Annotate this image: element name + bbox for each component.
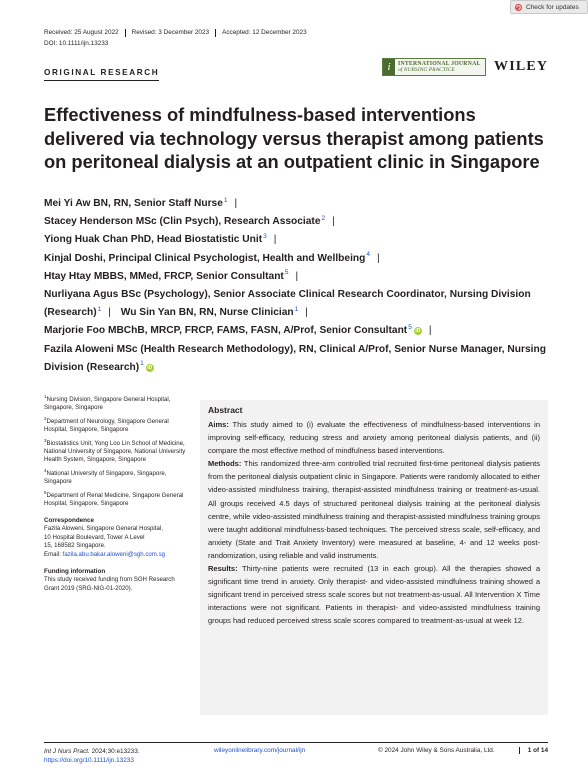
copyright: © 2024 John Wiley & Sons Australia, Ltd. (378, 747, 495, 754)
doi: DOI: 10.1111/ijn.13233 (44, 40, 109, 47)
affiliation: $^4$National University of Singapore, Singapore, Singapore (44, 467, 167, 486)
author-name: Fazila Aloweni MSc (Health Research Methodology), RN, Clinical A/Prof, Senior Nurse Manager, Nursing Division (Research) (44, 343, 546, 373)
check-for-updates-label: Check for updates (526, 3, 579, 11)
check-for-updates-button[interactable] (510, 0, 588, 14)
refresh-icon (514, 3, 523, 12)
author-name: Kinjal Doshi, Principal Clinical Psychologist, Health and Wellbeing (44, 252, 366, 264)
abstract-results: Results: Thirty-nine patients were recruited (13 in each group). All the therapies showed a significant time trend in anxiety. Only therapist- and video-assisted mindfulness training showed a significant trend in perceived stress scale scores but not treatment-as-usual. All Intervention X Time interactions were not significant. Patients in therapist- and video-assisted mindfulness training groups had reduced perceived stress scale scores compared to treatment-as-usual at week 12. (208, 564, 540, 626)
affiliation-link[interactable]: 4 (366, 251, 370, 259)
affiliation-link[interactable]: 5 (408, 324, 412, 332)
affiliation-link[interactable]: 2 (321, 214, 326, 222)
affiliation-link[interactable]: 1 (294, 305, 299, 313)
revised-date: Revised: 3 December 2023 (132, 29, 216, 37)
affiliation: $^2$Department of Neurology, Singapore General Hospital, Singapore, Singapore (44, 415, 169, 434)
doi-link[interactable]: https://doi.org/10.1111/ijn.13233 (44, 757, 134, 764)
correspondence-heading: Correspondence (44, 517, 95, 525)
author-list: Mei Yi Aw BN, RN, Senior Staff Nurse$^1$ | Stacey Henderson MSc (Clin Psych), Research Associate$^2$ | Yiong Huak Chan PhD, Head Biostatistic Unit$^3$ | Kinjal Doshi, Principal Clinical Psychologist, Health and Wellbeing$^4$ | Htay Htay MBBS, MMed, FRCP, Senior Consultant$^5$ | Nurliyana Agus BSc (Psychology), Senior Associate Clinical Research Coordinator, Nursing Division (Research)$^1$ | Wu Sin Yan BN, RN, Nurse Clinician$^1$ | Marjorie Foo MBChB, MRCP, FRCP, FAMS, FASN, A/Prof, Senior Consultant$^5$iD | Fazila Aloweni MSc (Health Research Methodology), RN, Clinical A/Prof, Senior Nurse Manager, Nursing Division (Research)$^1$iD (44, 196, 546, 373)
funding-text: This study received funding from SGH Research Grant 2019 (SRG-NIG-01-2020). (44, 576, 175, 592)
orcid-icon[interactable]: iD (415, 328, 421, 335)
orcid-icon[interactable]: iD (147, 364, 153, 371)
received-date: Received: 25 August 2022 (44, 29, 126, 37)
affiliation: $^5$Department of Renal Medicine, Singapore General Hospital, Singapore, Singapore (44, 489, 184, 508)
affiliation-link[interactable]: 3 (263, 233, 267, 241)
abstract-aims: Aims: This study aimed to (i) evaluate the effectiveness of mindfulness-based interventions in improving self-efficacy, reducing stress and anxiety among peritoneal dialysis patients, and (ii) compare the most effective method of mindfulness based interventions. (208, 420, 540, 456)
abstract-box (200, 400, 548, 715)
citation: Int J Nurs Pract. 2024;30:e13233. https://doi.org/10.1111/ijn.13233 (44, 748, 140, 764)
affiliation-link[interactable]: 1 (97, 305, 102, 313)
article-title: Effectiveness of mindfulness-based interventions delivered via technology versus therapist among patients on peritoneal dialysis at an outpatient clinic in Singapore (44, 104, 544, 172)
author-name: Marjorie Foo MBChB, MRCP, FRCP, FAMS, FASN, A/Prof, Senior Consultant (44, 325, 408, 337)
affiliation-link[interactable]: 1 (140, 360, 144, 368)
section-label: ORIGINAL RESEARCH (44, 68, 159, 81)
page-number: 1 of 14 (519, 747, 548, 754)
affiliation-link[interactable]: 1 (223, 196, 228, 204)
journal-logo-line2: of NURSING PRACTICE (398, 67, 455, 73)
author-name: Htay Htay MBBS, MMed, FRCP, Senior Consultant (44, 270, 284, 282)
affiliation: $^3$Biostatistics Unit, Yong Loo Lin School of Medicine, National University of Singapore, National University Health System, Singapore, Singapore (44, 437, 186, 464)
author-name: Wu Sin Yan BN, RN, Nurse Clinician (120, 307, 294, 319)
funding-heading: Funding information (44, 568, 106, 576)
footer-divider (44, 742, 548, 743)
affiliation: $^1$Nursing Division, Singapore General Hospital, Singapore, Singapore (44, 393, 171, 412)
author-name: Mei Yi Aw BN, RN, Senior Staff Nurse (44, 198, 223, 209)
affiliations-column (44, 393, 188, 593)
correspondence-address: Fazila Aloweni, Singapore General Hospital, 10 Hospital Boulevard, Tower A Level 15, 168582 Singapore. Email: fazila.abu.bakar.aloweni@sgh.com.sg (44, 525, 166, 558)
author-name: Stacey Henderson MSc (Clin Psych), Research Associate (44, 216, 321, 228)
affiliation-link[interactable]: 5 (284, 269, 289, 277)
journal-mark-icon: i (383, 59, 395, 75)
author-name: Yiong Huak Chan PhD, Head Biostatistic Unit (44, 234, 263, 246)
abstract-heading: Abstract (208, 405, 243, 415)
author-name: Nurliyana Agus BSc (Psychology), Senior Associate Clinical Research Coordinator, Nursing Division (Research) (44, 289, 531, 319)
abstract-methods: Methods: This randomized three-arm controlled trial recruited first-time peritoneal dialysis patients from the peritoneal dialysis outpatient clinic in Singapore. Patients were randomly allocated to either video-assisted mindfulness training, therapist-assisted mindfulness training or treatment-as-usual. All groups received 4.5 days of structured peritoneal dialysis training at the peritoneal dialysis centre, while video-assisted mindfulness training and therapist-assisted mindfulness training groups were taught additional mindfulness-based techniques. The perceived stress scale, self-efficacy, and anxiety (State and Trait Anxiety Inventory) were measured at baseline, 4- and 12 weeks post-randomization, using reliable and valid instruments. (208, 459, 541, 560)
publisher-logo[interactable]: WILEY (494, 59, 549, 74)
journal-site-link[interactable]: wileyonlinelibrary.com/journal/ijn (214, 747, 306, 754)
accepted-date: Accepted: 12 December 2023 (222, 29, 307, 36)
journal-logo[interactable] (382, 58, 486, 76)
journal-logo-line1: INTERNATIONAL JOURNAL (398, 60, 481, 67)
article-history (44, 29, 319, 37)
email-link[interactable]: fazila.abu.bakar.aloweni@sgh.com.sg (62, 550, 166, 558)
